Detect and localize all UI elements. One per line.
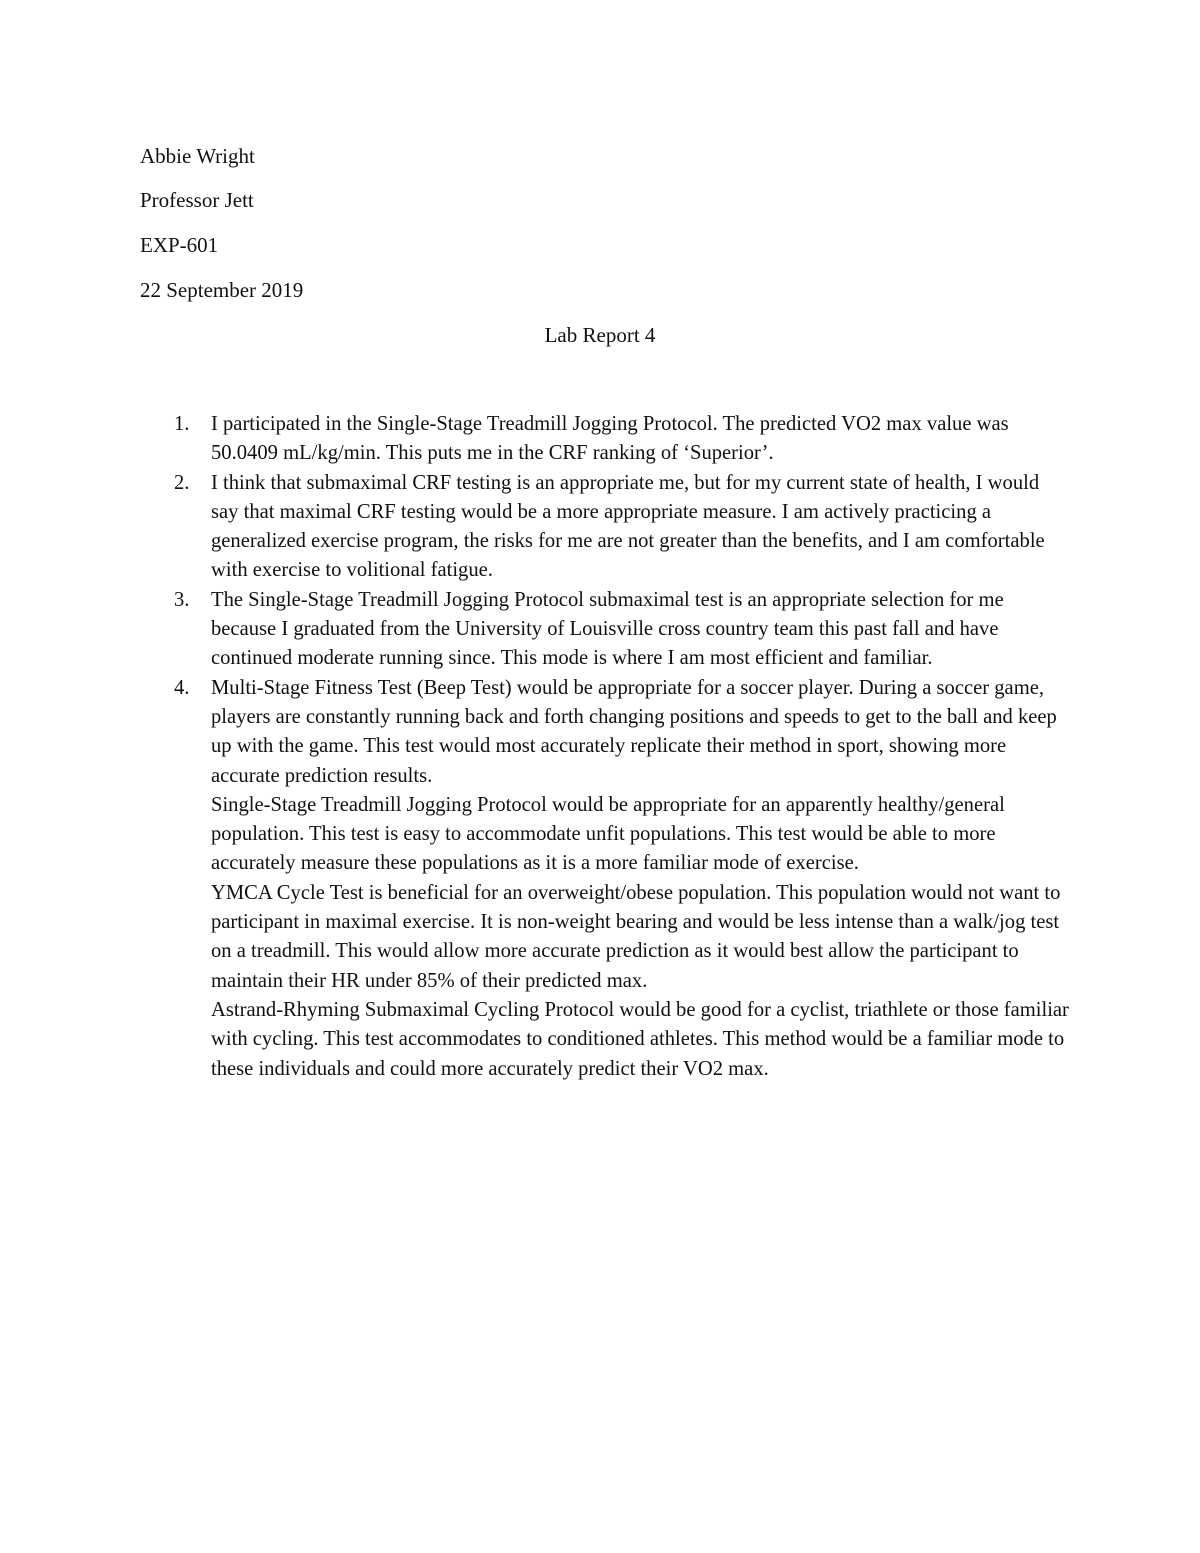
report-date: 22 September 2019 <box>140 278 304 302</box>
report-title: Lab Report 4 <box>544 323 656 347</box>
professor-name: Professor Jett <box>140 188 254 212</box>
answer-item-4 <box>140 674 1070 1084</box>
answer-paragraph: YMCA Cycle Test is beneficial for an overweight/obese population. This population would not want to participant in maximal exercise. It is non-weight bearing and would be less intense than a walk/jog test on a treadmill. This would allow more accurate prediction as it would best allow the participant to maintain their HR under 85% of their predicted max. <box>211 881 1061 992</box>
answer-number: 1. <box>174 413 190 435</box>
answer-item-1 <box>140 410 1070 469</box>
answer-item-3 <box>140 586 1070 674</box>
answer-paragraph: I think that submaximal CRF testing is an appropriate me, but for my current state of health, I would say that maximal CRF testing would be a more appropriate measure. I am actively practicing a generalized exercise program, the risks for me are not greater than the benefits, and I am comfortable with exercise to volitional fatigue. <box>211 471 1045 582</box>
answer-list <box>140 410 1070 1084</box>
answer-item-2 <box>140 469 1070 586</box>
answer-paragraph: Astrand-Rhyming Submaximal Cycling Protocol would be good for a cyclist, triathlete or those familiar with cycling. This test accommodates to conditioned athletes. This method would be a familiar mode to these individuals and could more accurately predict their VO2 max. <box>211 998 1069 1080</box>
answer-paragraph: Multi-Stage Fitness Test (Beep Test) would be appropriate for a soccer player. During a soccer game, players are constantly running back and forth changing positions and speeds to get to the ball and keep up with the game. This test would most accurately replicate their method in sport, showing more accurate prediction results. <box>211 676 1057 787</box>
course-code: EXP-601 <box>140 233 219 257</box>
answer-number: 3. <box>174 588 190 611</box>
answer-number: 2. <box>174 471 190 494</box>
answer-number: 4. <box>174 676 190 699</box>
answer-paragraph: I participated in the Single-Stage Treadmill Jogging Protocol. The predicted VO2 max value was 50.0409 mL/kg/min. This puts me in the CRF ranking of ‘Superior’. <box>211 413 1009 465</box>
author-name: Abbie Wright <box>140 144 255 168</box>
answer-paragraph: Single-Stage Treadmill Jogging Protocol would be appropriate for an apparently healthy/general population. This test is easy to accommodate unfit populations. This test would be able to more accurately measure these populations as it is a more familiar mode of exercise. <box>211 793 1005 875</box>
answer-paragraph: The Single-Stage Treadmill Jogging Protocol submaximal test is an appropriate selection for me because I graduated from the University of Louisville cross country team this past fall and have continued moderate running since. This mode is where I am most efficient and familiar. <box>211 588 1004 670</box>
